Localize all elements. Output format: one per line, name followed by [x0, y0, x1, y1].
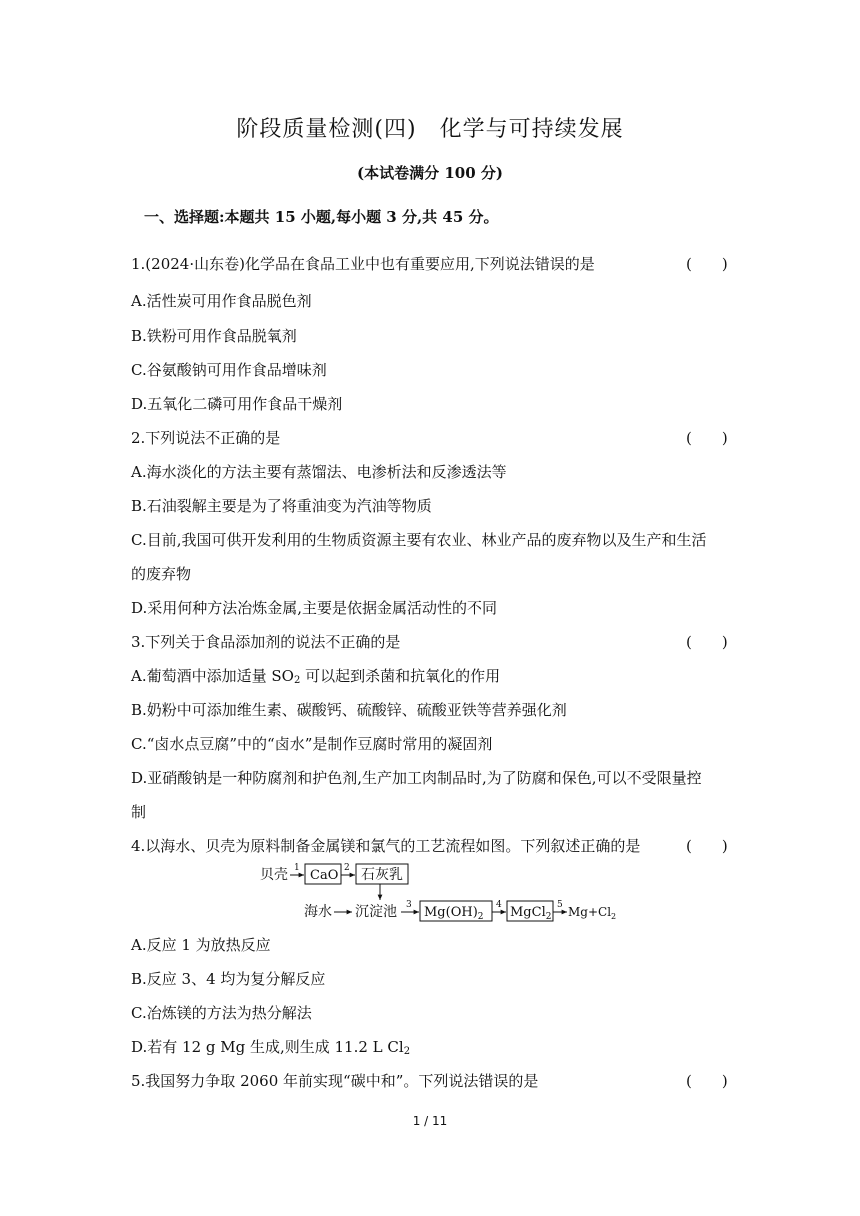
q3-option-d-cont: 制 — [131, 803, 147, 821]
q4-option-d: D.若有 12 g Mg 生成,则生成 11.2 L $Cl_2$ — [131, 1038, 411, 1057]
q2-option-c: C.目前,我国可供开发利用的生物质资源主要有农业、林业产品的废弃物以及生产和生活 — [131, 531, 707, 549]
step-2-label: 2 — [344, 863, 350, 873]
q4-option-a: A.反应 1 为放热反应 — [131, 936, 271, 954]
page-title: 阶段质量检测(四) 化学与可持续发展 — [236, 117, 624, 142]
q1-option-b: B.铁粉可用作食品脱氧剂 — [131, 327, 297, 345]
answer-paren-1: ( ) — [686, 255, 728, 273]
cao-label: CaO — [310, 868, 339, 883]
q2-option-d: D.采用何种方法冶炼金属,主要是依据金属活动性的不同 — [131, 599, 498, 617]
product-label: $Mg+Cl_2$ — [568, 905, 617, 921]
q3-option-b: B.奶粉中可添加维生素、碳酸钙、硫酸锌、硫酸亚铁等营养强化剂 — [131, 701, 567, 719]
section-heading: 一、选择题:本题共 15 小题,每小题 3 分,共 45 分。 — [144, 208, 499, 226]
question-4-stem: 4.以海水、贝壳为原料制备金属镁和氯气的工艺流程如图。下列叙述正确的是 — [131, 837, 641, 855]
question-2-stem: 2.下列说法不正确的是 — [131, 429, 281, 447]
q2-option-a: A.海水淡化的方法主要有蒸馏法、电渗析法和反渗透法等 — [131, 463, 507, 481]
q3-option-c: C.“卤水点豆腐”中的“卤水”是制作豆腐时常用的凝固剂 — [131, 735, 493, 753]
q3-option-d: D.亚硝酸钠是一种防腐剂和护色剂,生产加工肉制品时,为了防腐和保色,可以不受限量控 — [131, 769, 702, 787]
shell-label: 贝壳 — [260, 867, 288, 883]
answer-paren-4: ( ) — [686, 837, 728, 855]
answer-paren-2: ( ) — [686, 429, 728, 447]
seawater-label: 海水 — [304, 904, 332, 920]
answer-paren-3: ( ) — [686, 633, 728, 651]
page-number: 1 / 11 — [412, 1114, 448, 1128]
q2-option-b: B.石油裂解主要是为了将重油变为汽油等物质 — [131, 497, 432, 515]
q1-option-a: A.活性炭可用作食品脱色剂 — [131, 292, 312, 310]
question-5-stem: 5.我国努力争取 2060 年前实现“碳中和”。下列说法错误的是 — [131, 1072, 539, 1090]
q4-option-b: B.反应 3、4 均为复分解反应 — [131, 970, 326, 988]
question-3-stem: 3.下列关于食品添加剂的说法不正确的是 — [131, 633, 401, 651]
mgoh-label: $Mg(OH)_2$ — [424, 905, 484, 922]
step-3-label: 3 — [406, 900, 412, 910]
lime-label: 石灰乳 — [361, 867, 403, 883]
source-label: 山东卷 — [194, 255, 240, 273]
step-4-label: 4 — [496, 900, 502, 910]
q1-option-c: C.谷氨酸钠可用作食品增味剂 — [131, 361, 327, 379]
q4-option-c: C.冶炼镁的方法为热分解法 — [131, 1004, 312, 1022]
process-flow-diagram — [256, 858, 617, 928]
tank-label: 沉淀池 — [355, 904, 397, 920]
q3-option-a: A.葡萄酒中添加适量 $SO_2$ 可以起到杀菌和抗氧化的作用 — [131, 667, 501, 686]
q1-option-d: D.五氧化二磷可用作食品干燥剂 — [131, 395, 343, 413]
q2-option-c-cont: 的废弃物 — [131, 565, 192, 583]
step-5-label: 5 — [557, 900, 563, 910]
answer-paren-5: ( ) — [686, 1072, 728, 1090]
score-note: (本试卷满分 100 分) — [357, 164, 503, 182]
mgcl-label: MgCl$_2$ — [510, 905, 552, 922]
question-1-stem: 1.(2024·山东卷)化学品在食品工业中也有重要应用,下列说法错误的是 — [131, 255, 595, 273]
step-1-label: 1 — [294, 863, 300, 873]
